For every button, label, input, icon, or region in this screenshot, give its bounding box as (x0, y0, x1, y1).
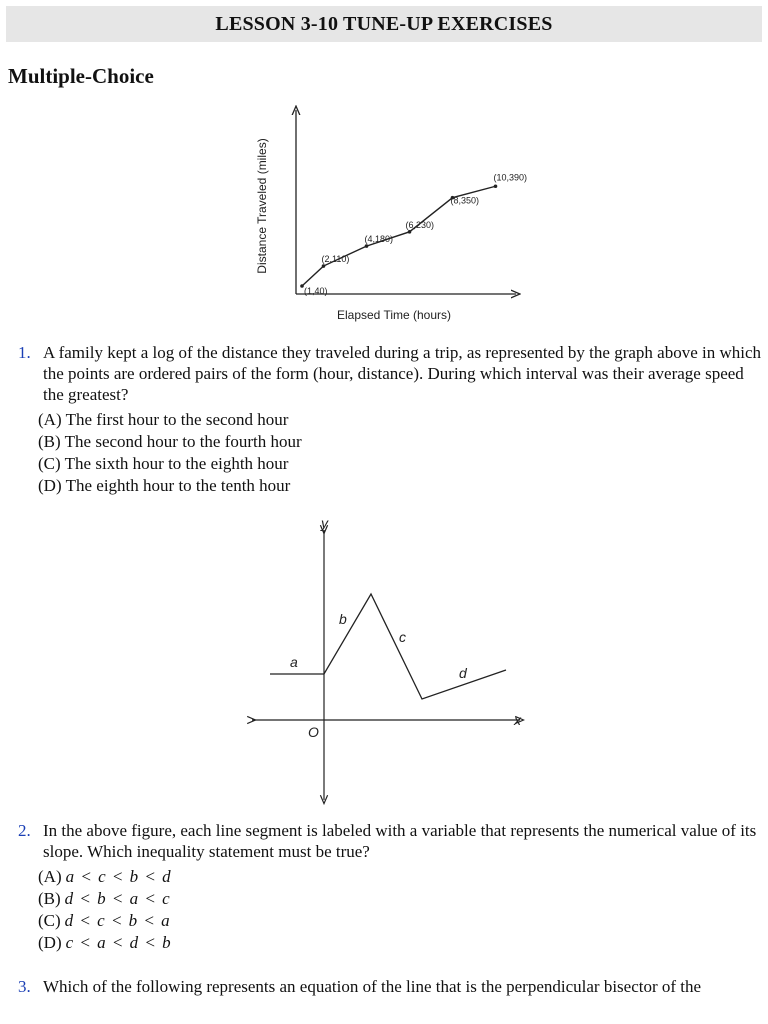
choice-letter: (A) (38, 867, 62, 886)
choice-letter: (A) (38, 410, 62, 429)
question-text: A family kept a log of the distance they traveled during a trip, as represented by the graph above in which the points are ordered pairs of the form (hour, distance). During which interval was their average speed the greatest? (43, 343, 762, 404)
choice-a[interactable] (38, 409, 763, 431)
page-title: LESSON 3-10 TUNE-UP EXERCISES (215, 12, 553, 35)
question-number: 1. (18, 343, 31, 362)
x-axis-label: x (514, 712, 521, 728)
question-1 (18, 342, 763, 497)
chart-axes (296, 110, 516, 294)
origin-label: O (308, 724, 319, 740)
data-point (408, 230, 412, 234)
question-2 (18, 820, 763, 954)
point-label: (6,230) (405, 219, 435, 230)
choice-letter: (C) (38, 454, 61, 473)
point-label: (10,390) (493, 172, 528, 183)
point-label: (8,350) (450, 195, 480, 206)
header-bar (6, 6, 762, 42)
choice-text: a < c < b < d (65, 867, 172, 886)
question-text: Which of the following represents an equation of the line that is the perpendicular bisector of the (43, 977, 702, 996)
distance-time-graph (250, 100, 550, 330)
choice-text: The first hour to the second hour (65, 410, 289, 429)
choice-b[interactable] (38, 888, 763, 910)
choice-text: c < a < d < b (65, 933, 172, 952)
choice-a[interactable] (38, 866, 763, 888)
question-text: In the above figure, each line segment is labeled with a variable that represents the numerical value of its slope. Which inequality statement must be true? (43, 821, 757, 861)
choice-letter: (B) (38, 432, 61, 451)
choice-letter: (C) (38, 911, 61, 930)
choice-d[interactable] (38, 932, 763, 954)
choice-c[interactable] (38, 453, 763, 475)
choice-b[interactable] (38, 431, 763, 453)
choice-text: The second hour to the fourth hour (64, 432, 302, 451)
answer-choices (38, 409, 763, 497)
question-number: 2. (18, 821, 31, 840)
point-label: (1,40) (304, 286, 328, 296)
point-label: (4,180) (364, 234, 394, 245)
choice-d[interactable] (38, 475, 763, 497)
segment-b-label: b (339, 611, 347, 627)
segment-d-label: d (459, 665, 467, 681)
choice-c[interactable] (38, 910, 763, 932)
answer-choices (38, 866, 763, 954)
data-point (322, 264, 326, 268)
section-title: Multiple-Choice (8, 64, 154, 88)
question-3 (18, 976, 763, 997)
segment-c-label: c (399, 629, 406, 645)
choice-text: The sixth hour to the eighth hour (64, 454, 289, 473)
x-axis-label: Elapsed Time (hours) (336, 308, 452, 322)
choice-text: The eighth hour to the tenth hour (65, 476, 291, 495)
choice-letter: (B) (38, 889, 61, 908)
question-number: 3. (18, 977, 31, 996)
slope-segments-diagram (240, 512, 530, 807)
choice-text: d < b < a < c (64, 889, 171, 908)
choice-text: d < c < b < a (64, 911, 171, 930)
y-axis-label: y (321, 515, 328, 531)
choice-letter: (D) (38, 476, 62, 495)
y-axis-label: Distance Traveled (miles) (255, 138, 269, 274)
data-point (365, 244, 369, 248)
choice-letter: (D) (38, 933, 62, 952)
chart-point-labels (304, 172, 527, 296)
segment-path (270, 594, 506, 699)
segment-a-label: a (290, 654, 298, 670)
point-label: (2,110) (321, 254, 350, 265)
data-point (494, 184, 498, 188)
